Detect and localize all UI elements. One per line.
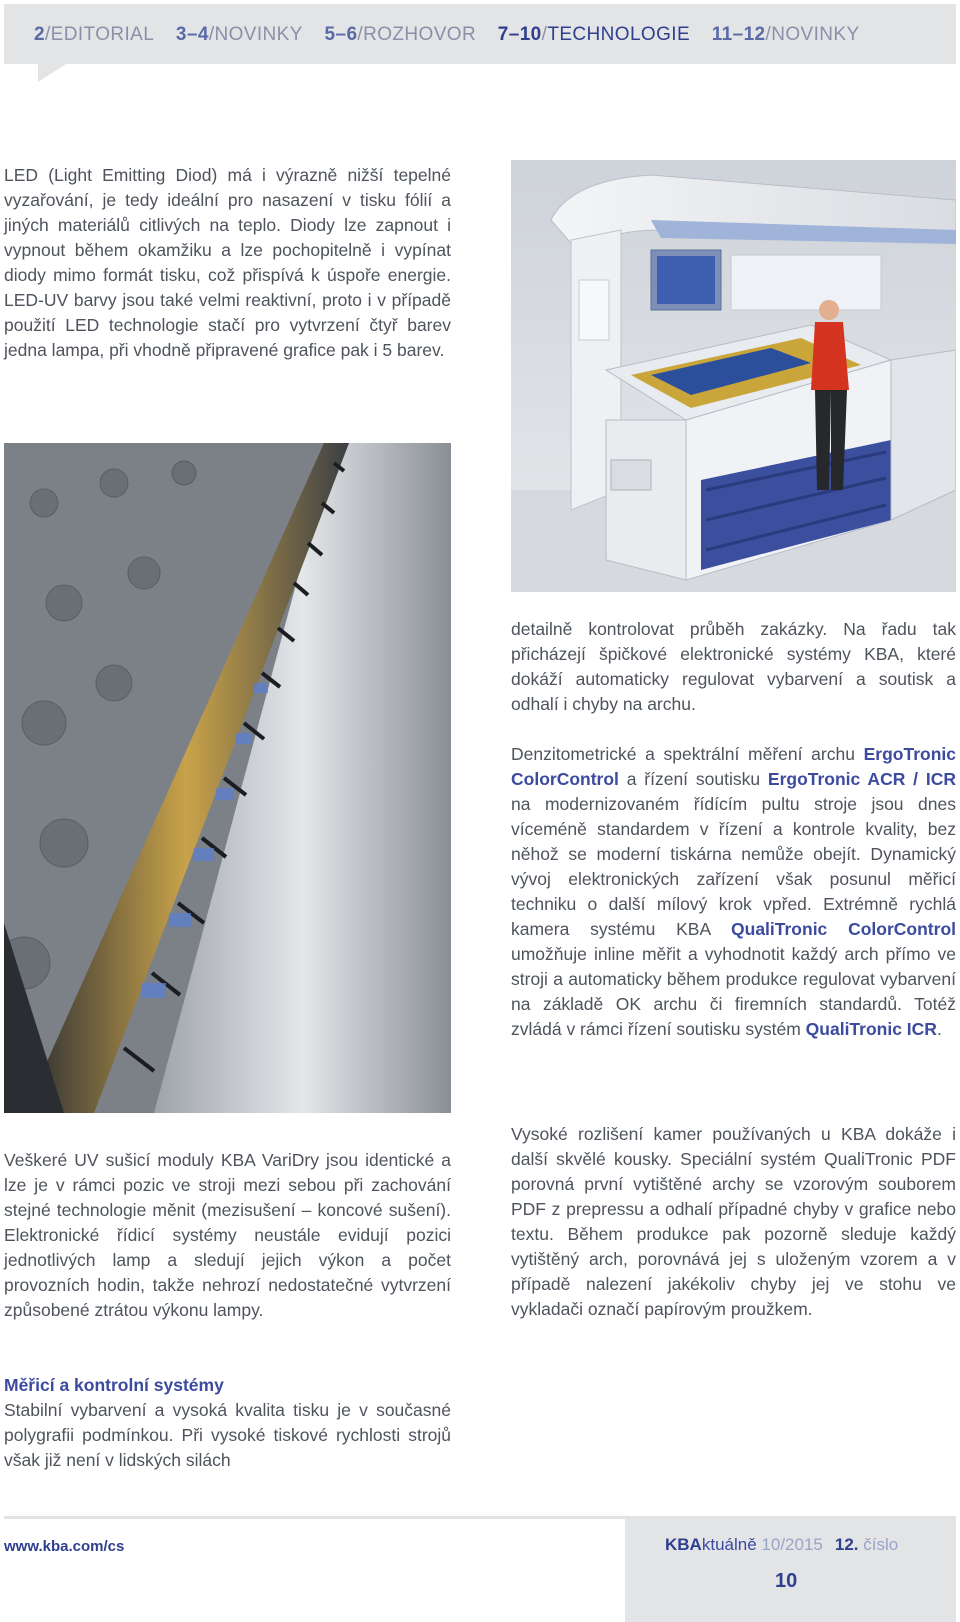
nav-tail-decoration: [38, 64, 66, 82]
nav-label: NOVINKY: [214, 24, 303, 45]
brand-name: KBA: [665, 1535, 702, 1554]
paragraph-text: [511, 742, 956, 1042]
page-number: 10: [775, 1570, 798, 1592]
nav-items: [34, 24, 876, 46]
text-run: .: [936, 1019, 942, 1039]
nav-slash: /: [44, 24, 51, 45]
right-paragraph-2: [511, 742, 956, 1042]
issue-word: číslo: [863, 1535, 899, 1554]
left-section-measuring: [4, 1373, 451, 1473]
right-paragraph-1: [511, 617, 956, 717]
paragraph-text: Vysoké rozlišení kamer používaných u KBA dokáže i další skvělé kousky. Speciální systém QualiTronic PDF porovná první vytištěné archy se vzorovým souborem PDF z prepressu a odhalí případné chyby v grafice nebo textu. Během produkce pak pozorně sleduje každý vytištěný arch, porovnává jej s uloženým vzorem a v případě nalezení jakékoliv chyby jej ve stohu ve vykladači označí papírovým proužkem.: [511, 1124, 956, 1319]
nav-label: ROZHOVOR: [363, 24, 477, 45]
uv-module-illustration: [4, 443, 451, 1113]
nav-num: 3–4: [175, 24, 209, 45]
product-name: ErgoTronic ColorControl: [511, 744, 956, 789]
nav-slash: /: [541, 24, 548, 45]
paragraph-text: LED (Light Emitting Diod) má i výrazně nižší tepelné vyzařování, je tedy ideální pro nasazení v tisku fólií a jiných materiálů citlivých na teplo. Diody lze zapnout i vypnout během okamžiku a lze pochopitelně i vypínat diody mimo formát tisku, což přispívá k úspoře energie. LED-UV barvy jsou také velmi reaktivní, proto i v případě použití LED technologie stačí pro vytvrzení čtyř barev jedna lampa, při vhodně připravené grafice pak i 5 barev.: [4, 165, 451, 360]
nav-item-editorial[interactable]: [34, 24, 154, 46]
nav-item-rozhovor[interactable]: [325, 24, 477, 46]
product-name: QualiTronic ColorControl: [731, 919, 956, 939]
nav-num: 2: [34, 24, 45, 45]
footer-url-link[interactable]: www.kba.com/cs: [4, 1538, 125, 1555]
nav-slash: /: [765, 24, 772, 45]
press-machine-illustration: [511, 160, 956, 592]
issue-number: 12.: [834, 1535, 859, 1554]
uv-module-photo: [4, 443, 451, 1113]
nav-slash: /: [357, 24, 364, 45]
right-paragraph-3: [511, 1122, 956, 1322]
paragraph-text: detailně kontrolovat průběh zakázky. Na řadu tak přicházejí špičkové elektronické systémy KBA, které dokáží automaticky regulovat vybarvení a soutisk a odhalí i chyby na archu.: [511, 619, 956, 714]
footer-magazine-title: [665, 1535, 898, 1555]
left-paragraph-1: [4, 163, 451, 363]
paragraph-text: Stabilní vybarvení a vysoká kvalita tisku je v současné polygrafii podmínkou. Při vysoké tiskové rychlosti strojů však již není v lidských silách: [4, 1400, 451, 1470]
nav-item-novinky-2[interactable]: [712, 24, 860, 46]
nav-num: 5–6: [324, 24, 358, 45]
text-run: umožňuje inline měřit a vyhodnotit každý arch přímo ve stroji a automaticky během produkce regulovat vybarvení na základě OK archu či firemních standardů. Totéž zvládá v rámci řízení soutisku systém: [511, 944, 956, 1039]
nav-item-novinky[interactable]: [176, 24, 303, 46]
text-run: a řízení soutisku: [618, 769, 768, 789]
nav-num: 7–10: [497, 24, 542, 45]
issue-date: 10/2015: [761, 1535, 823, 1554]
section-nav: [4, 4, 956, 64]
nav-label: TECHNOLOGIE: [547, 24, 691, 45]
section-heading: Měřicí a kontrolní systémy: [4, 1375, 224, 1395]
left-paragraph-2: [4, 1148, 451, 1323]
nav-num: 11–12: [711, 24, 766, 45]
nav-slash: /: [208, 24, 215, 45]
product-name: ErgoTronic ACR / ICR: [767, 769, 956, 789]
press-machine-photo: [511, 160, 956, 592]
text-run: Denzitometrické a spektrální měření archu: [511, 744, 864, 764]
nav-label: NOVINKY: [771, 24, 860, 45]
text-run: na modernizovaném řídícím pultu stroje jsou dnes víceméně standardem v řízení a kontrole kvality, bez něhož se moderní tiskárna nemůže obejít. Dynamický vývoj elektronických zařízení však posunul měřicí techniku o další mílový krok vpřed. Extrémně rychlá kamera systému KBA: [511, 794, 956, 939]
nav-item-technologie[interactable]: [498, 24, 690, 46]
brand-rest: ktuálně: [701, 1535, 757, 1554]
product-name: QualiTronic ICR: [805, 1019, 937, 1039]
nav-label: EDITORIAL: [50, 24, 155, 45]
paragraph-text: Veškeré UV sušicí moduly KBA VariDry jsou identické a lze je v rámci pozic ve stroji mezi sebou při zachování stejné technologie měnit (mezisušení – koncové sušení). Elektronické řídicí systémy neustále evidují pozici jednotlivých lamp a sledují jejich výkon a počet provozních hodin, takže nehrozí nedostatečné vytvrzení způsobené ztrátou výkonu lampy.: [4, 1150, 451, 1320]
